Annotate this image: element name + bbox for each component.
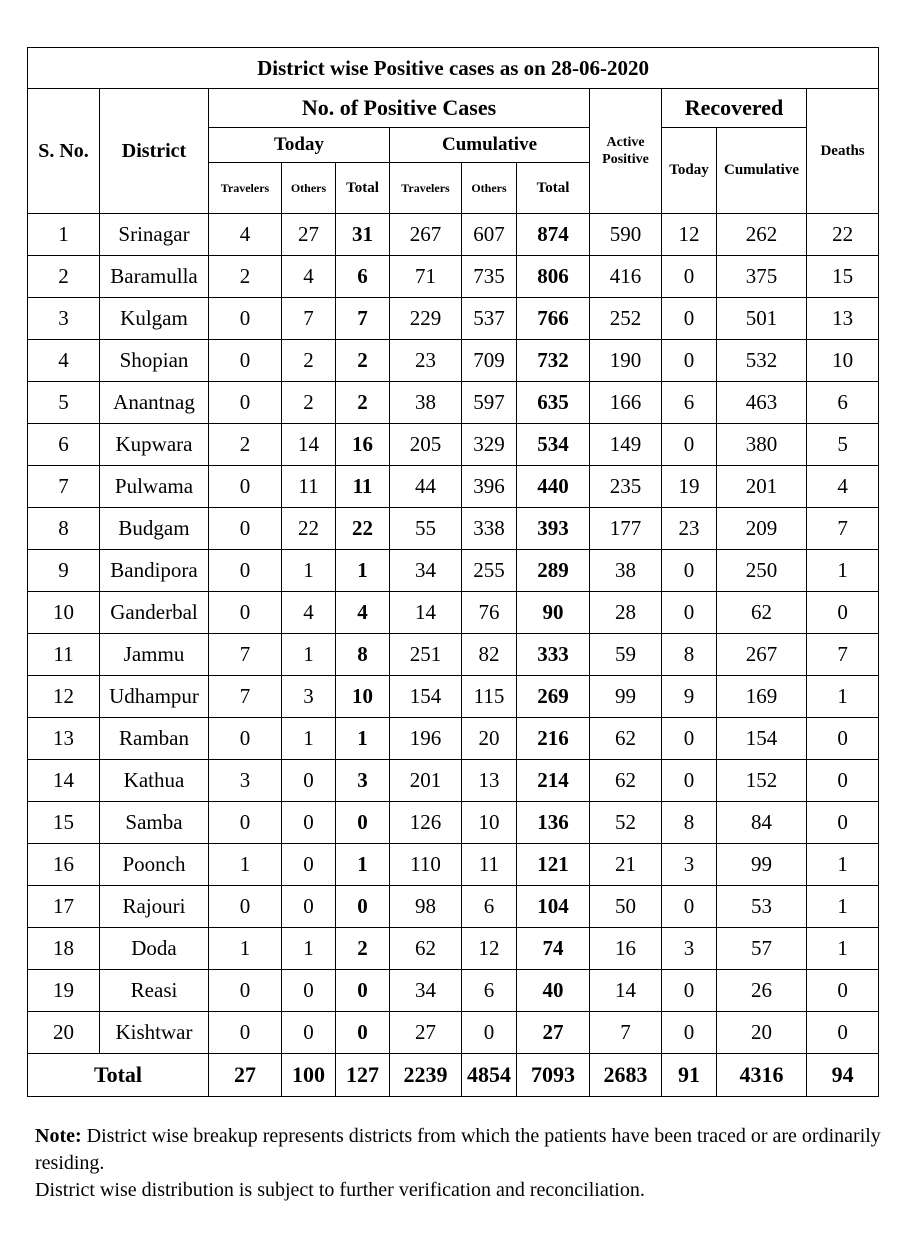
row-active-positive: 7 <box>590 1012 662 1054</box>
row-cumulative-travelers: 201 <box>390 760 462 802</box>
row-cumulative-total: 216 <box>517 718 590 760</box>
row-cumulative-total: 104 <box>517 886 590 928</box>
row-active-positive: 62 <box>590 718 662 760</box>
row-sno: 4 <box>28 340 100 382</box>
row-sno: 1 <box>28 214 100 256</box>
row-sno: 18 <box>28 928 100 970</box>
row-district: Kulgam <box>100 298 209 340</box>
table-title: District wise Positive cases as on 28-06-2020 <box>28 48 879 89</box>
row-cumulative-others: 0 <box>462 1012 517 1054</box>
row-sno: 3 <box>28 298 100 340</box>
row-recovered-cumulative: 152 <box>717 760 807 802</box>
row-sno: 11 <box>28 634 100 676</box>
row-today-travelers: 0 <box>209 382 282 424</box>
row-recovered-today: 0 <box>662 760 717 802</box>
row-recovered-today: 0 <box>662 340 717 382</box>
row-today-total: 2 <box>336 928 390 970</box>
row-district: Pulwama <box>100 466 209 508</box>
row-deaths: 0 <box>807 970 879 1012</box>
row-today-total: 2 <box>336 382 390 424</box>
row-cumulative-travelers: 55 <box>390 508 462 550</box>
row-recovered-today: 0 <box>662 718 717 760</box>
row-recovered-today: 12 <box>662 214 717 256</box>
total-label: Total <box>28 1054 209 1097</box>
row-cumulative-total: 333 <box>517 634 590 676</box>
row-cumulative-total: 732 <box>517 340 590 382</box>
row-cumulative-total: 121 <box>517 844 590 886</box>
row-active-positive: 252 <box>590 298 662 340</box>
row-active-positive: 14 <box>590 970 662 1012</box>
table-row <box>28 382 879 424</box>
row-today-others: 14 <box>282 424 336 466</box>
table-row <box>28 928 879 970</box>
row-cumulative-others: 20 <box>462 718 517 760</box>
row-today-travelers: 0 <box>209 970 282 1012</box>
row-district: Ramban <box>100 718 209 760</box>
header-positive-cases: No. of Positive Cases <box>209 89 590 128</box>
row-today-travelers: 0 <box>209 718 282 760</box>
total-cumulative-others: 4854 <box>462 1054 517 1097</box>
row-recovered-today: 0 <box>662 298 717 340</box>
row-deaths: 15 <box>807 256 879 298</box>
header-recovered: Recovered <box>662 89 807 128</box>
row-today-others: 1 <box>282 550 336 592</box>
row-today-travelers: 3 <box>209 760 282 802</box>
header-cumulative-travelers: Travelers <box>390 163 462 214</box>
row-deaths: 10 <box>807 340 879 382</box>
row-sno: 15 <box>28 802 100 844</box>
row-recovered-cumulative: 57 <box>717 928 807 970</box>
row-district: Samba <box>100 802 209 844</box>
note-label: Note: <box>35 1125 82 1147</box>
row-today-total: 0 <box>336 970 390 1012</box>
row-district: Kishtwar <box>100 1012 209 1054</box>
row-active-positive: 38 <box>590 550 662 592</box>
note-text-1: District wise breakup represents districts from which the patients have been traced or are ordinarily residing. <box>35 1125 881 1174</box>
row-cumulative-others: 12 <box>462 928 517 970</box>
row-today-travelers: 0 <box>209 886 282 928</box>
row-active-positive: 166 <box>590 382 662 424</box>
row-cumulative-travelers: 110 <box>390 844 462 886</box>
table-row <box>28 802 879 844</box>
row-deaths: 1 <box>807 676 879 718</box>
table-row <box>28 760 879 802</box>
row-deaths: 13 <box>807 298 879 340</box>
row-today-others: 3 <box>282 676 336 718</box>
row-cumulative-others: 709 <box>462 340 517 382</box>
row-recovered-cumulative: 99 <box>717 844 807 886</box>
table-row <box>28 970 879 1012</box>
row-active-positive: 99 <box>590 676 662 718</box>
row-cumulative-others: 255 <box>462 550 517 592</box>
note-block <box>35 1123 885 1204</box>
row-district: Kupwara <box>100 424 209 466</box>
row-recovered-today: 8 <box>662 802 717 844</box>
row-recovered-cumulative: 209 <box>717 508 807 550</box>
row-district: Anantnag <box>100 382 209 424</box>
table-row <box>28 676 879 718</box>
row-today-total: 10 <box>336 676 390 718</box>
row-today-total: 22 <box>336 508 390 550</box>
table-row <box>28 256 879 298</box>
row-today-others: 27 <box>282 214 336 256</box>
row-recovered-cumulative: 20 <box>717 1012 807 1054</box>
header-district: District <box>100 89 209 214</box>
row-recovered-cumulative: 169 <box>717 676 807 718</box>
row-sno: 12 <box>28 676 100 718</box>
row-cumulative-others: 597 <box>462 382 517 424</box>
table-row <box>28 634 879 676</box>
row-cumulative-travelers: 34 <box>390 550 462 592</box>
row-today-travelers: 7 <box>209 634 282 676</box>
row-cumulative-others: 735 <box>462 256 517 298</box>
table-row <box>28 508 879 550</box>
row-sno: 7 <box>28 466 100 508</box>
row-recovered-cumulative: 84 <box>717 802 807 844</box>
row-cumulative-total: 635 <box>517 382 590 424</box>
total-today-others: 100 <box>282 1054 336 1097</box>
row-cumulative-travelers: 62 <box>390 928 462 970</box>
table-row <box>28 1012 879 1054</box>
row-today-travelers: 0 <box>209 550 282 592</box>
header-cumulative-others: Others <box>462 163 517 214</box>
total-today-total: 127 <box>336 1054 390 1097</box>
row-today-travelers: 0 <box>209 1012 282 1054</box>
row-recovered-cumulative: 375 <box>717 256 807 298</box>
table-row <box>28 592 879 634</box>
row-today-total: 1 <box>336 550 390 592</box>
table-row <box>28 340 879 382</box>
row-today-total: 0 <box>336 1012 390 1054</box>
header-active-positive-text: Active Positive <box>602 135 649 167</box>
row-cumulative-travelers: 71 <box>390 256 462 298</box>
row-cumulative-others: 338 <box>462 508 517 550</box>
row-district: Doda <box>100 928 209 970</box>
header-active-positive <box>590 89 662 214</box>
row-deaths: 0 <box>807 718 879 760</box>
row-cumulative-total: 534 <box>517 424 590 466</box>
table-row <box>28 214 879 256</box>
row-sno: 9 <box>28 550 100 592</box>
row-sno: 17 <box>28 886 100 928</box>
row-today-others: 2 <box>282 340 336 382</box>
row-recovered-cumulative: 53 <box>717 886 807 928</box>
row-recovered-cumulative: 267 <box>717 634 807 676</box>
row-today-travelers: 4 <box>209 214 282 256</box>
row-today-travelers: 0 <box>209 466 282 508</box>
row-cumulative-total: 393 <box>517 508 590 550</box>
row-today-total: 31 <box>336 214 390 256</box>
row-sno: 13 <box>28 718 100 760</box>
row-recovered-today: 3 <box>662 844 717 886</box>
row-recovered-cumulative: 463 <box>717 382 807 424</box>
total-active-positive: 2683 <box>590 1054 662 1097</box>
row-recovered-today: 8 <box>662 634 717 676</box>
row-district: Rajouri <box>100 886 209 928</box>
header-sno: S. No. <box>28 89 100 214</box>
row-cumulative-others: 537 <box>462 298 517 340</box>
row-active-positive: 16 <box>590 928 662 970</box>
district-cases-table <box>27 47 879 1097</box>
header-recovered-today: Today <box>662 128 717 214</box>
row-cumulative-travelers: 229 <box>390 298 462 340</box>
row-recovered-today: 0 <box>662 970 717 1012</box>
row-district: Poonch <box>100 844 209 886</box>
row-recovered-today: 19 <box>662 466 717 508</box>
row-recovered-today: 0 <box>662 256 717 298</box>
row-today-others: 0 <box>282 886 336 928</box>
row-sno: 5 <box>28 382 100 424</box>
row-active-positive: 190 <box>590 340 662 382</box>
row-today-others: 4 <box>282 256 336 298</box>
row-recovered-today: 0 <box>662 550 717 592</box>
header-today-total: Total <box>336 163 390 214</box>
note-line-1 <box>35 1123 885 1177</box>
row-recovered-cumulative: 26 <box>717 970 807 1012</box>
row-today-travelers: 0 <box>209 340 282 382</box>
row-cumulative-others: 76 <box>462 592 517 634</box>
row-cumulative-others: 607 <box>462 214 517 256</box>
row-sno: 2 <box>28 256 100 298</box>
row-deaths: 7 <box>807 634 879 676</box>
row-district: Reasi <box>100 970 209 1012</box>
row-today-others: 1 <box>282 718 336 760</box>
row-recovered-cumulative: 62 <box>717 592 807 634</box>
row-today-others: 11 <box>282 466 336 508</box>
row-recovered-today: 0 <box>662 424 717 466</box>
row-recovered-cumulative: 250 <box>717 550 807 592</box>
row-cumulative-total: 136 <box>517 802 590 844</box>
row-cumulative-others: 11 <box>462 844 517 886</box>
row-cumulative-total: 289 <box>517 550 590 592</box>
row-deaths: 6 <box>807 382 879 424</box>
row-sno: 19 <box>28 970 100 1012</box>
table-row <box>28 424 879 466</box>
row-cumulative-travelers: 98 <box>390 886 462 928</box>
row-district: Kathua <box>100 760 209 802</box>
row-recovered-today: 0 <box>662 592 717 634</box>
table-row <box>28 718 879 760</box>
row-deaths: 0 <box>807 1012 879 1054</box>
row-today-others: 22 <box>282 508 336 550</box>
row-deaths: 0 <box>807 592 879 634</box>
row-active-positive: 50 <box>590 886 662 928</box>
total-cumulative-total: 7093 <box>517 1054 590 1097</box>
table-row <box>28 298 879 340</box>
row-district: Shopian <box>100 340 209 382</box>
total-today-travelers: 27 <box>209 1054 282 1097</box>
row-today-others: 2 <box>282 382 336 424</box>
row-recovered-today: 0 <box>662 886 717 928</box>
row-today-travelers: 0 <box>209 592 282 634</box>
row-recovered-today: 23 <box>662 508 717 550</box>
row-cumulative-others: 396 <box>462 466 517 508</box>
row-sno: 20 <box>28 1012 100 1054</box>
row-today-travelers: 0 <box>209 508 282 550</box>
row-cumulative-total: 269 <box>517 676 590 718</box>
row-deaths: 1 <box>807 928 879 970</box>
row-cumulative-others: 13 <box>462 760 517 802</box>
row-today-others: 0 <box>282 802 336 844</box>
header-today: Today <box>209 128 390 163</box>
table-row <box>28 886 879 928</box>
row-cumulative-travelers: 251 <box>390 634 462 676</box>
total-recovered-cumulative: 4316 <box>717 1054 807 1097</box>
row-cumulative-others: 6 <box>462 886 517 928</box>
row-today-total: 16 <box>336 424 390 466</box>
row-today-others: 0 <box>282 844 336 886</box>
row-active-positive: 59 <box>590 634 662 676</box>
row-today-travelers: 0 <box>209 802 282 844</box>
row-recovered-cumulative: 201 <box>717 466 807 508</box>
row-cumulative-total: 27 <box>517 1012 590 1054</box>
row-recovered-cumulative: 380 <box>717 424 807 466</box>
row-deaths: 0 <box>807 760 879 802</box>
row-cumulative-total: 214 <box>517 760 590 802</box>
row-district: Jammu <box>100 634 209 676</box>
row-today-total: 2 <box>336 340 390 382</box>
row-district: Baramulla <box>100 256 209 298</box>
row-recovered-today: 9 <box>662 676 717 718</box>
row-today-others: 0 <box>282 1012 336 1054</box>
row-cumulative-total: 40 <box>517 970 590 1012</box>
note-line-2: District wise distribution is subject to further verification and reconciliation. <box>35 1179 645 1201</box>
table-row <box>28 550 879 592</box>
row-active-positive: 21 <box>590 844 662 886</box>
row-district: Bandipora <box>100 550 209 592</box>
row-deaths: 7 <box>807 508 879 550</box>
row-cumulative-travelers: 27 <box>390 1012 462 1054</box>
row-sno: 8 <box>28 508 100 550</box>
row-today-others: 1 <box>282 634 336 676</box>
row-today-travelers: 2 <box>209 256 282 298</box>
row-today-travelers: 2 <box>209 424 282 466</box>
total-row <box>28 1054 879 1097</box>
row-deaths: 5 <box>807 424 879 466</box>
header-cumulative-total: Total <box>517 163 590 214</box>
row-deaths: 1 <box>807 886 879 928</box>
row-deaths: 0 <box>807 802 879 844</box>
row-today-others: 7 <box>282 298 336 340</box>
row-sno: 10 <box>28 592 100 634</box>
row-active-positive: 62 <box>590 760 662 802</box>
row-today-others: 0 <box>282 760 336 802</box>
row-today-others: 1 <box>282 928 336 970</box>
row-cumulative-others: 6 <box>462 970 517 1012</box>
row-today-total: 7 <box>336 298 390 340</box>
row-today-others: 4 <box>282 592 336 634</box>
row-deaths: 1 <box>807 550 879 592</box>
row-cumulative-total: 874 <box>517 214 590 256</box>
row-today-travelers: 7 <box>209 676 282 718</box>
row-recovered-today: 0 <box>662 1012 717 1054</box>
total-deaths: 94 <box>807 1054 879 1097</box>
row-today-travelers: 1 <box>209 844 282 886</box>
row-recovered-today: 6 <box>662 382 717 424</box>
row-cumulative-others: 115 <box>462 676 517 718</box>
row-recovered-cumulative: 501 <box>717 298 807 340</box>
header-cumulative: Cumulative <box>390 128 590 163</box>
row-today-total: 6 <box>336 256 390 298</box>
table-body <box>28 214 879 1054</box>
row-today-total: 3 <box>336 760 390 802</box>
total-recovered-today: 91 <box>662 1054 717 1097</box>
row-deaths: 22 <box>807 214 879 256</box>
row-cumulative-others: 10 <box>462 802 517 844</box>
row-recovered-cumulative: 262 <box>717 214 807 256</box>
row-cumulative-total: 90 <box>517 592 590 634</box>
row-today-total: 0 <box>336 886 390 928</box>
row-cumulative-travelers: 38 <box>390 382 462 424</box>
row-cumulative-total: 766 <box>517 298 590 340</box>
row-cumulative-total: 806 <box>517 256 590 298</box>
table-row <box>28 466 879 508</box>
row-today-travelers: 1 <box>209 928 282 970</box>
row-cumulative-others: 329 <box>462 424 517 466</box>
row-today-total: 4 <box>336 592 390 634</box>
row-sno: 6 <box>28 424 100 466</box>
row-cumulative-travelers: 34 <box>390 970 462 1012</box>
row-cumulative-travelers: 205 <box>390 424 462 466</box>
row-today-total: 0 <box>336 802 390 844</box>
row-cumulative-travelers: 196 <box>390 718 462 760</box>
row-active-positive: 590 <box>590 214 662 256</box>
row-cumulative-travelers: 154 <box>390 676 462 718</box>
row-district: Srinagar <box>100 214 209 256</box>
row-active-positive: 235 <box>590 466 662 508</box>
header-deaths: Deaths <box>807 89 879 214</box>
row-active-positive: 177 <box>590 508 662 550</box>
header-recovered-cumulative: Cumulative <box>717 128 807 214</box>
row-active-positive: 28 <box>590 592 662 634</box>
row-cumulative-others: 82 <box>462 634 517 676</box>
row-district: Udhampur <box>100 676 209 718</box>
header-today-travelers: Travelers <box>209 163 282 214</box>
row-cumulative-travelers: 23 <box>390 340 462 382</box>
row-recovered-today: 3 <box>662 928 717 970</box>
row-deaths: 4 <box>807 466 879 508</box>
row-cumulative-total: 440 <box>517 466 590 508</box>
header-today-others: Others <box>282 163 336 214</box>
row-today-others: 0 <box>282 970 336 1012</box>
row-district: Ganderbal <box>100 592 209 634</box>
row-cumulative-travelers: 267 <box>390 214 462 256</box>
row-today-total: 8 <box>336 634 390 676</box>
row-district: Budgam <box>100 508 209 550</box>
row-deaths: 1 <box>807 844 879 886</box>
row-recovered-cumulative: 532 <box>717 340 807 382</box>
row-cumulative-travelers: 126 <box>390 802 462 844</box>
row-sno: 14 <box>28 760 100 802</box>
row-recovered-cumulative: 154 <box>717 718 807 760</box>
row-sno: 16 <box>28 844 100 886</box>
row-cumulative-total: 74 <box>517 928 590 970</box>
row-active-positive: 416 <box>590 256 662 298</box>
row-cumulative-travelers: 44 <box>390 466 462 508</box>
row-today-total: 11 <box>336 466 390 508</box>
total-cumulative-travelers: 2239 <box>390 1054 462 1097</box>
row-today-total: 1 <box>336 718 390 760</box>
row-cumulative-travelers: 14 <box>390 592 462 634</box>
row-today-travelers: 0 <box>209 298 282 340</box>
table-row <box>28 844 879 886</box>
row-today-total: 1 <box>336 844 390 886</box>
row-active-positive: 52 <box>590 802 662 844</box>
row-active-positive: 149 <box>590 424 662 466</box>
